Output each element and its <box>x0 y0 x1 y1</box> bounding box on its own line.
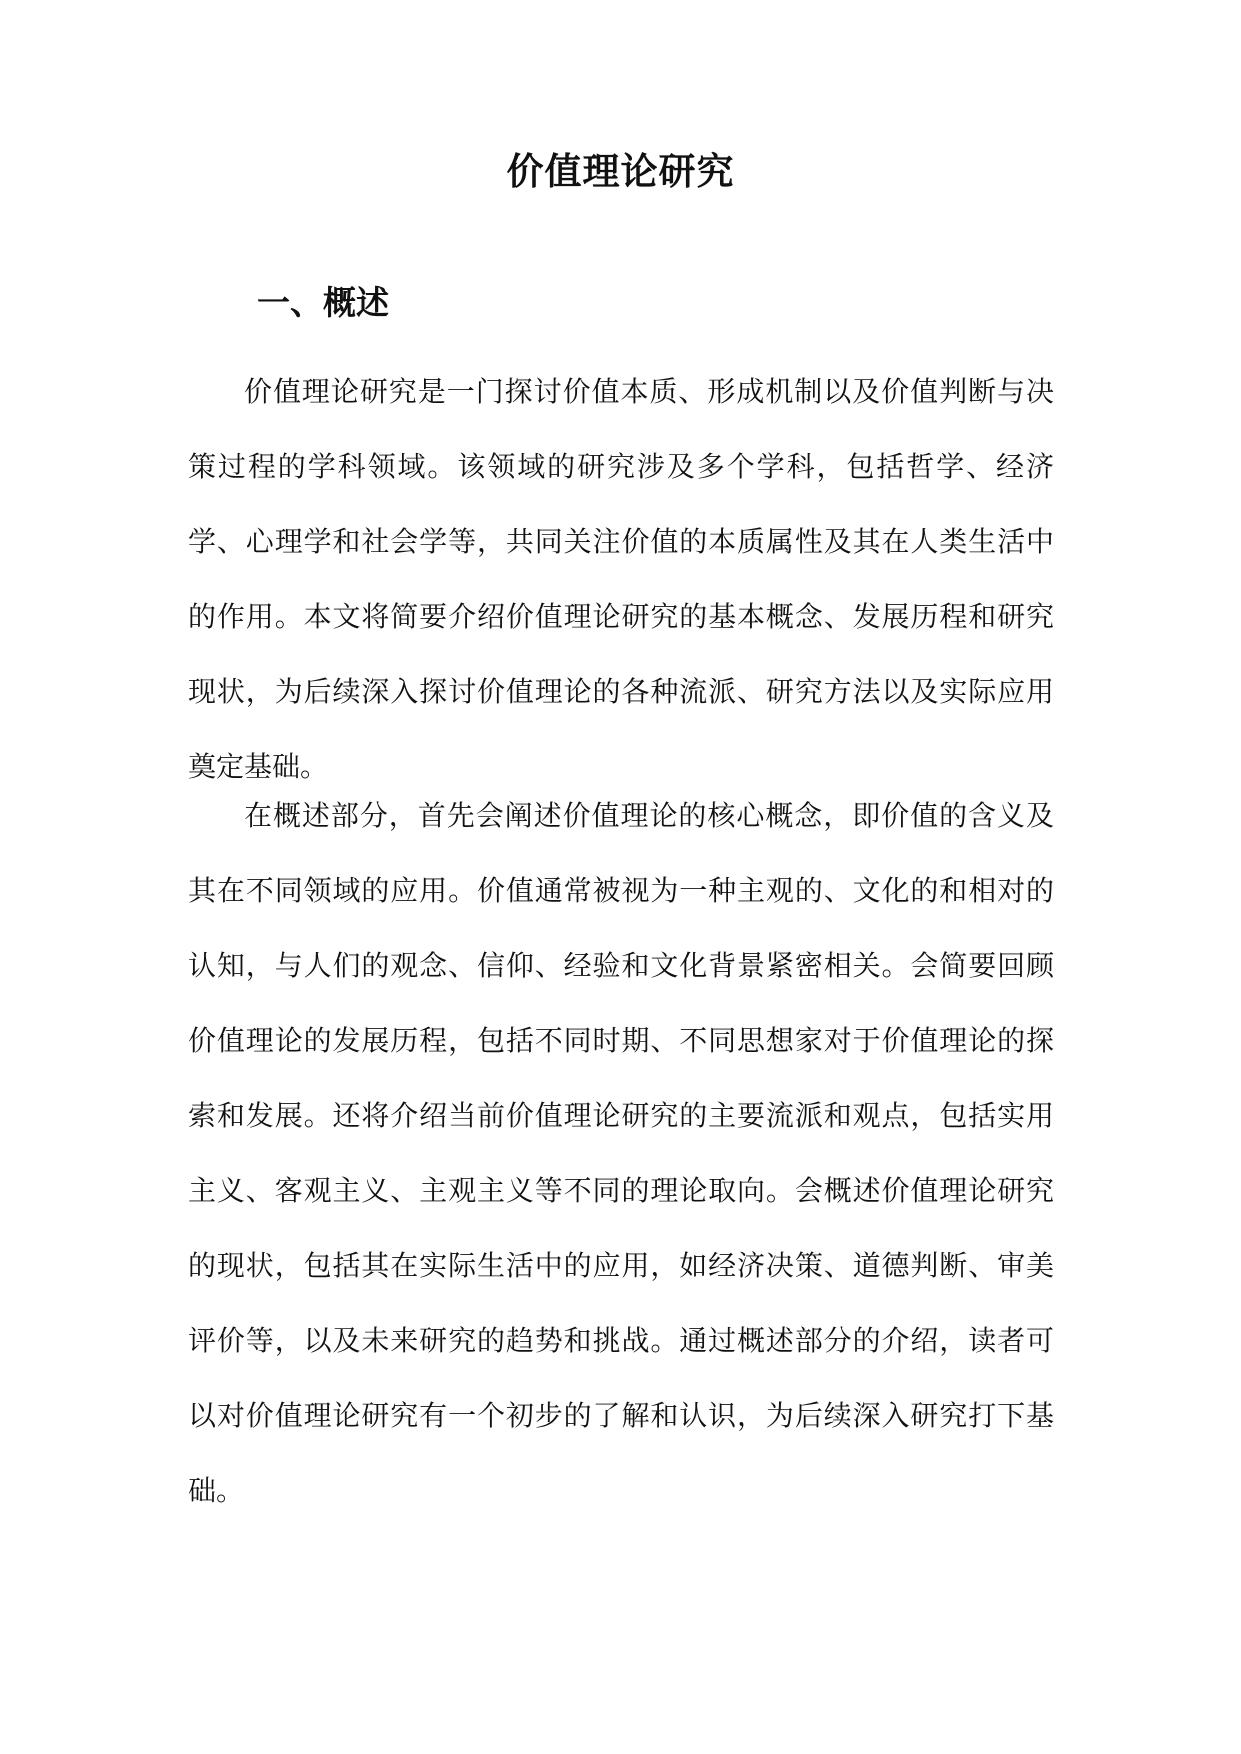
section-heading: 一、概述 <box>257 283 389 322</box>
body-paragraph: 在概述部分，首先会阐述价值理论的核心概念，即价值的含义及其在不同领域的应用。价值通常被视为一种主观的、文化的和相对的认知，与人们的观念、信仰、经验和文化背景紧密相关。会简要回顾价值理论的发展历程，包括不同时期、不同思想家对于价值理论的探索和发展。还将介绍当前价值理论研究的主要流派和观点，包括实用主义、客观主义、主观主义等不同的理论取向。会概述价值理论研究的现状，包括其在实际生活中的应用，如经济决策、道德判断、审美评价等，以及未来研究的趋势和挑战。通过概述部分的介绍，读者可以对价值理论研究有一个初步的了解和认识，为后续深入研究打下基础。 <box>188 799 1054 1507</box>
body-paragraph: 价值理论研究是一门探讨价值本质、形成机制以及价值判断与决策过程的学科领域。该领域的研究涉及多个学科，包括哲学、经济学、心理学和社会学等，共同关注价值的本质属性及其在人类生活中的作用。本文将简要介绍价值理论研究的基本概念、发展历程和研究现状，为后续深入探讨价值理论的各种流派、研究方法以及实际应用奠定基础。 <box>188 375 1054 783</box>
document-title: 价值理论研究 <box>506 150 735 193</box>
